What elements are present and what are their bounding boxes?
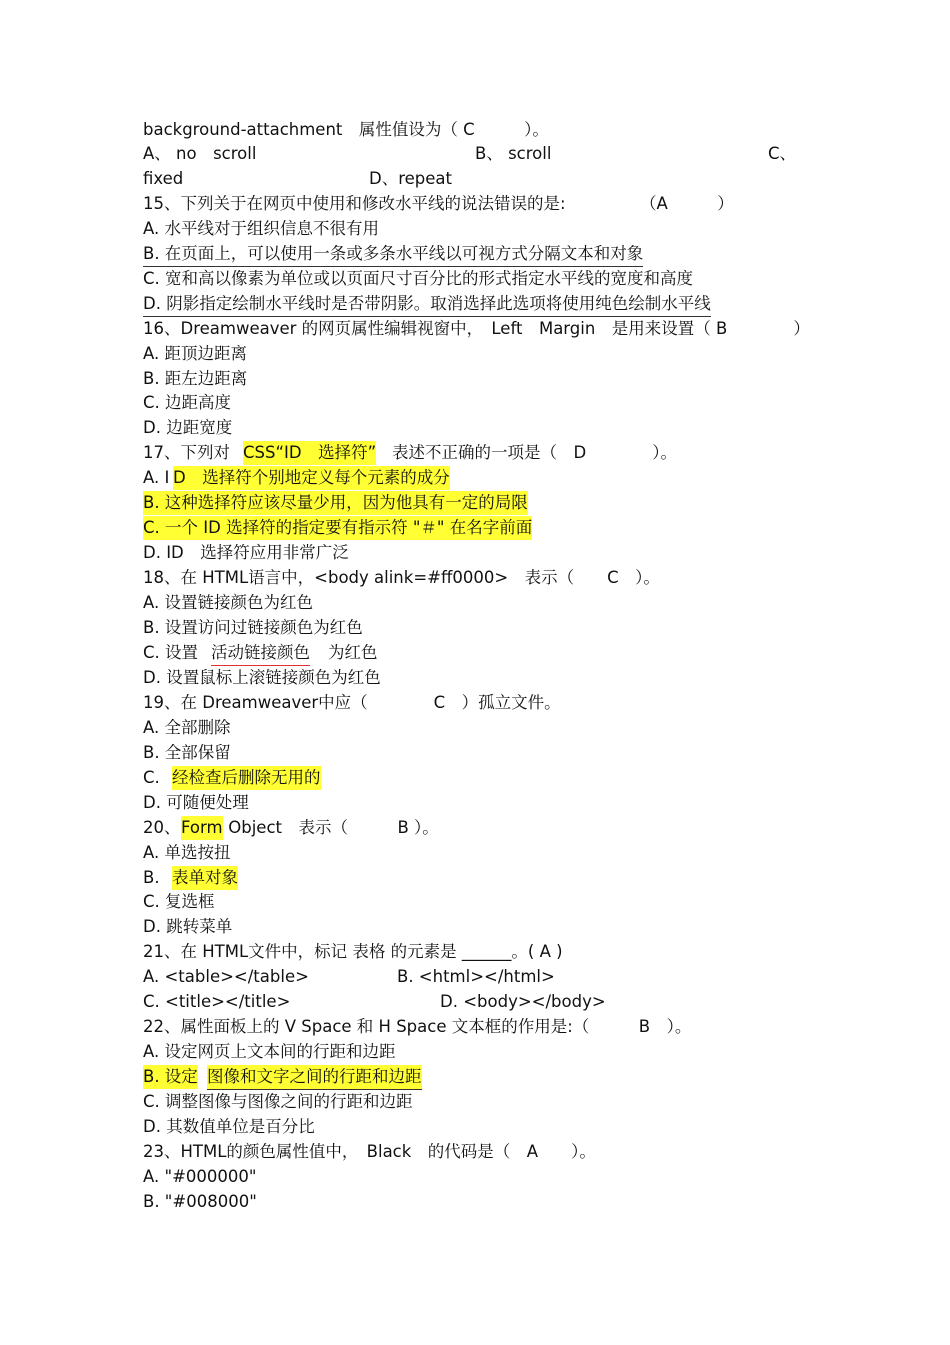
document-page: background-attachment 属性值设为（ C ）。 A、 no scroll B、 scroll C、 fixed D、repeat 15、下列关于在网页中使用和修改水平线的说法错误的是: （A ） A. 水平线对于组织信息不很有用 B. 在页面上，可以使用一条或多条水平线以可视方式分隔文本和对象 C. 宽和高以像素为单位或以页面尺寸百分比的形式指定水平线的宽度和高度 D. 阴影指定绘制水平线时是否带阴影。取消选择此选项将使用纯色绘制水平线 16、Dreamweaver 的网页属性编辑视窗中， Left Margin 是用来设置（ B ） A. 距顶边距离 B. 距左边距离 C. 边距高度 D. 边距宽度 17、下列对 CSS“ID 选择符” 表述不正确的一项是（ D ）。 A. I D 选择符个别地定义每个元素的成分 B. 这种选择符应该尽量少用，因为他具有一定的局限 C. 一个 ID 选择符的指定要有指示符 "＃" 在名字前面 D. ID 选择符应用非常广泛 18、在 HTML语言中，<body alink=#ff0000> 表示（ C ）。 A. 设置链接颜色为红色 B. 设置访问过链接颜色为红色 C. 设置 活动链接颜色 为红色 D. 设置鼠标上滚链接颜色为红色 19、在 Dreamweaver中应（ C ）孤立文件。 A. 全部删除 B. 全部保留 C. 经检查后删除无用的 D. 可随便处理 20、 Form Object 表示（ B ）。 A. 单选按扭 B. 表单对象 C. 复选框 D. 跳转菜单 21、在 HTML文件中，标记 表格 的元素是 ______。( A ) A. <table></table> B. <html></html> C. <title></title> D. <body></body> 22、属性面板上的 V Space 和 H Space 文本框的作用是:（ B ）。 A. 设定网页上文本间的行距和边距 B. 设定 图像和文字之间的行距和边距 C. 调整图像与图像之间的行距和边距 D. 其数值单位是百分比 23、HTML的颜色属性值中， Black 的代码是（ A ）。 A. "#000000" B. "#008000"	[143, 120, 810, 1211]
